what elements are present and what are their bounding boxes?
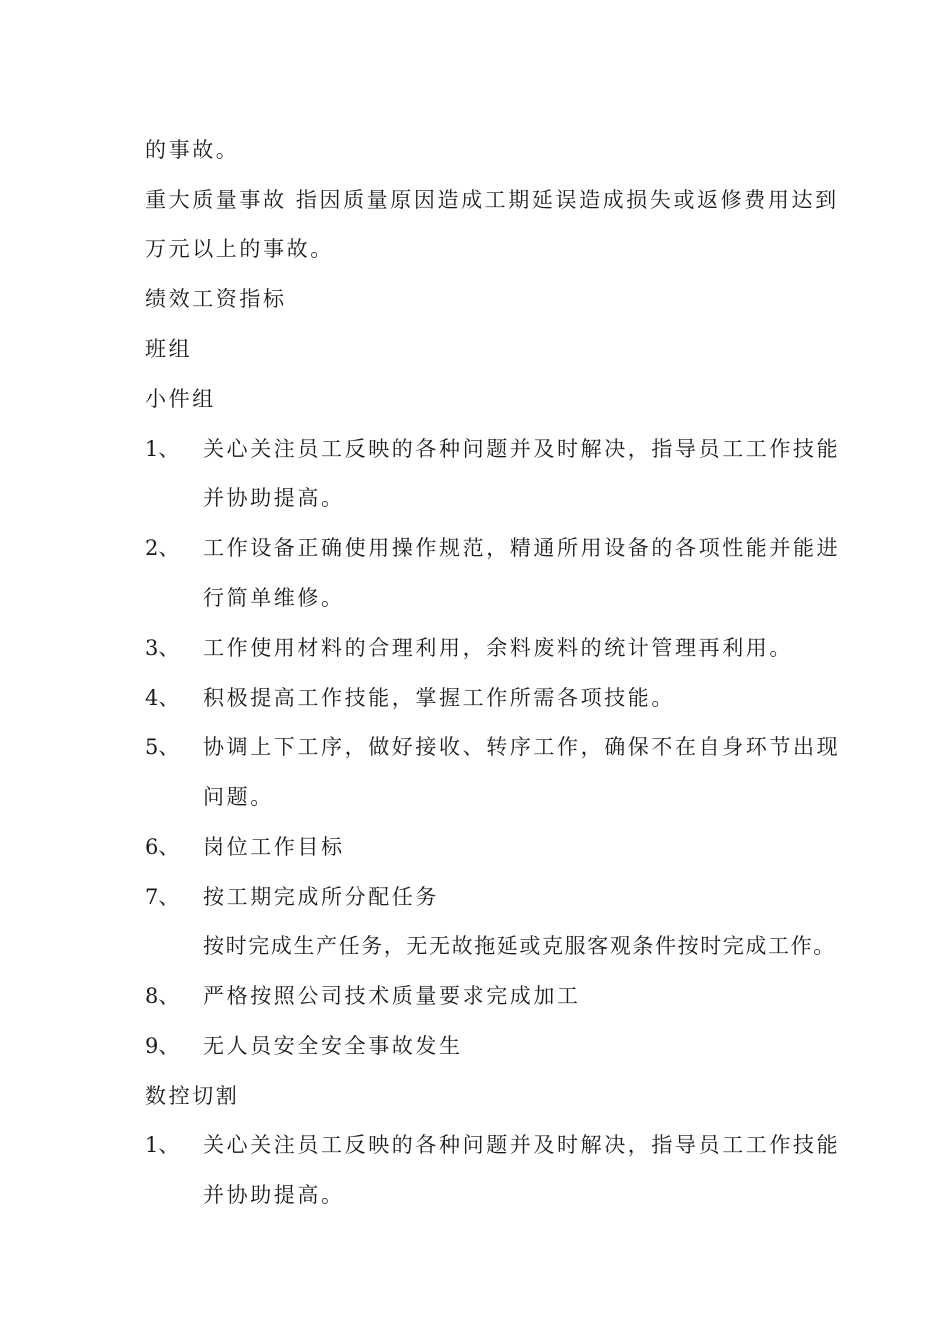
list-item-text: 协调上下工序，做好接收、转序工作，确保不在自身环节出现 xyxy=(203,735,841,759)
heading-team: 班组 xyxy=(145,337,193,361)
list-item-text: 岗位工作目标 xyxy=(203,835,345,859)
list-item-text: 积极提高工作技能，掌握工作所需各项技能。 xyxy=(203,686,675,710)
list-item-number: 9、 xyxy=(145,1034,180,1058)
list-item-number: 1、 xyxy=(145,437,180,461)
paragraph-accident-end: 的事故。 xyxy=(145,138,240,162)
paragraph-major-quality-accident-cont: 万元以上的事故。 xyxy=(145,237,334,261)
list-item-number: 6、 xyxy=(145,835,180,859)
list-item-number: 4、 xyxy=(145,686,180,710)
list-item-number: 5、 xyxy=(145,735,180,759)
list-item-text-cont: 按时完成生产任务，无无故拖延或克服客观条件按时完成工作。 xyxy=(203,934,836,958)
list-item-number: 8、 xyxy=(145,984,180,1008)
list-item-number: 1、 xyxy=(145,1133,180,1157)
list-item-text: 工作设备正确使用操作规范，精通所用设备的各项性能并能进 xyxy=(203,536,841,560)
heading-small-parts-group: 小件组 xyxy=(145,387,216,411)
heading-cnc-cutting: 数控切割 xyxy=(145,1084,240,1108)
paragraph-major-quality-accident: 重大质量事故 指因质量原因造成工期延误造成损失或返修费用达到 xyxy=(145,188,839,212)
list-item-text-cont: 并协助提高。 xyxy=(203,486,345,510)
heading-performance-pay-indicators: 绩效工资指标 xyxy=(145,287,287,311)
list-item-text-cont: 并协助提高。 xyxy=(203,1183,345,1207)
list-item-text-cont: 行简单维修。 xyxy=(203,586,345,610)
list-item-number: 2、 xyxy=(145,536,180,560)
list-item-text-cont: 问题。 xyxy=(203,785,274,809)
list-item-text: 关心关注员工反映的各种问题并及时解决，指导员工工作技能 xyxy=(203,437,841,461)
list-item-number: 3、 xyxy=(145,636,180,660)
list-item-text: 关心关注员工反映的各种问题并及时解决，指导员工工作技能 xyxy=(203,1133,841,1157)
list-item-text: 按工期完成所分配任务 xyxy=(203,885,439,909)
list-item-text: 严格按照公司技术质量要求完成加工 xyxy=(203,984,581,1008)
list-item-text: 工作使用材料的合理利用，余料废料的统计管理再利用。 xyxy=(203,636,793,660)
list-item-text: 无人员安全安全事故发生 xyxy=(203,1034,463,1058)
list-item-number: 7、 xyxy=(145,885,180,909)
